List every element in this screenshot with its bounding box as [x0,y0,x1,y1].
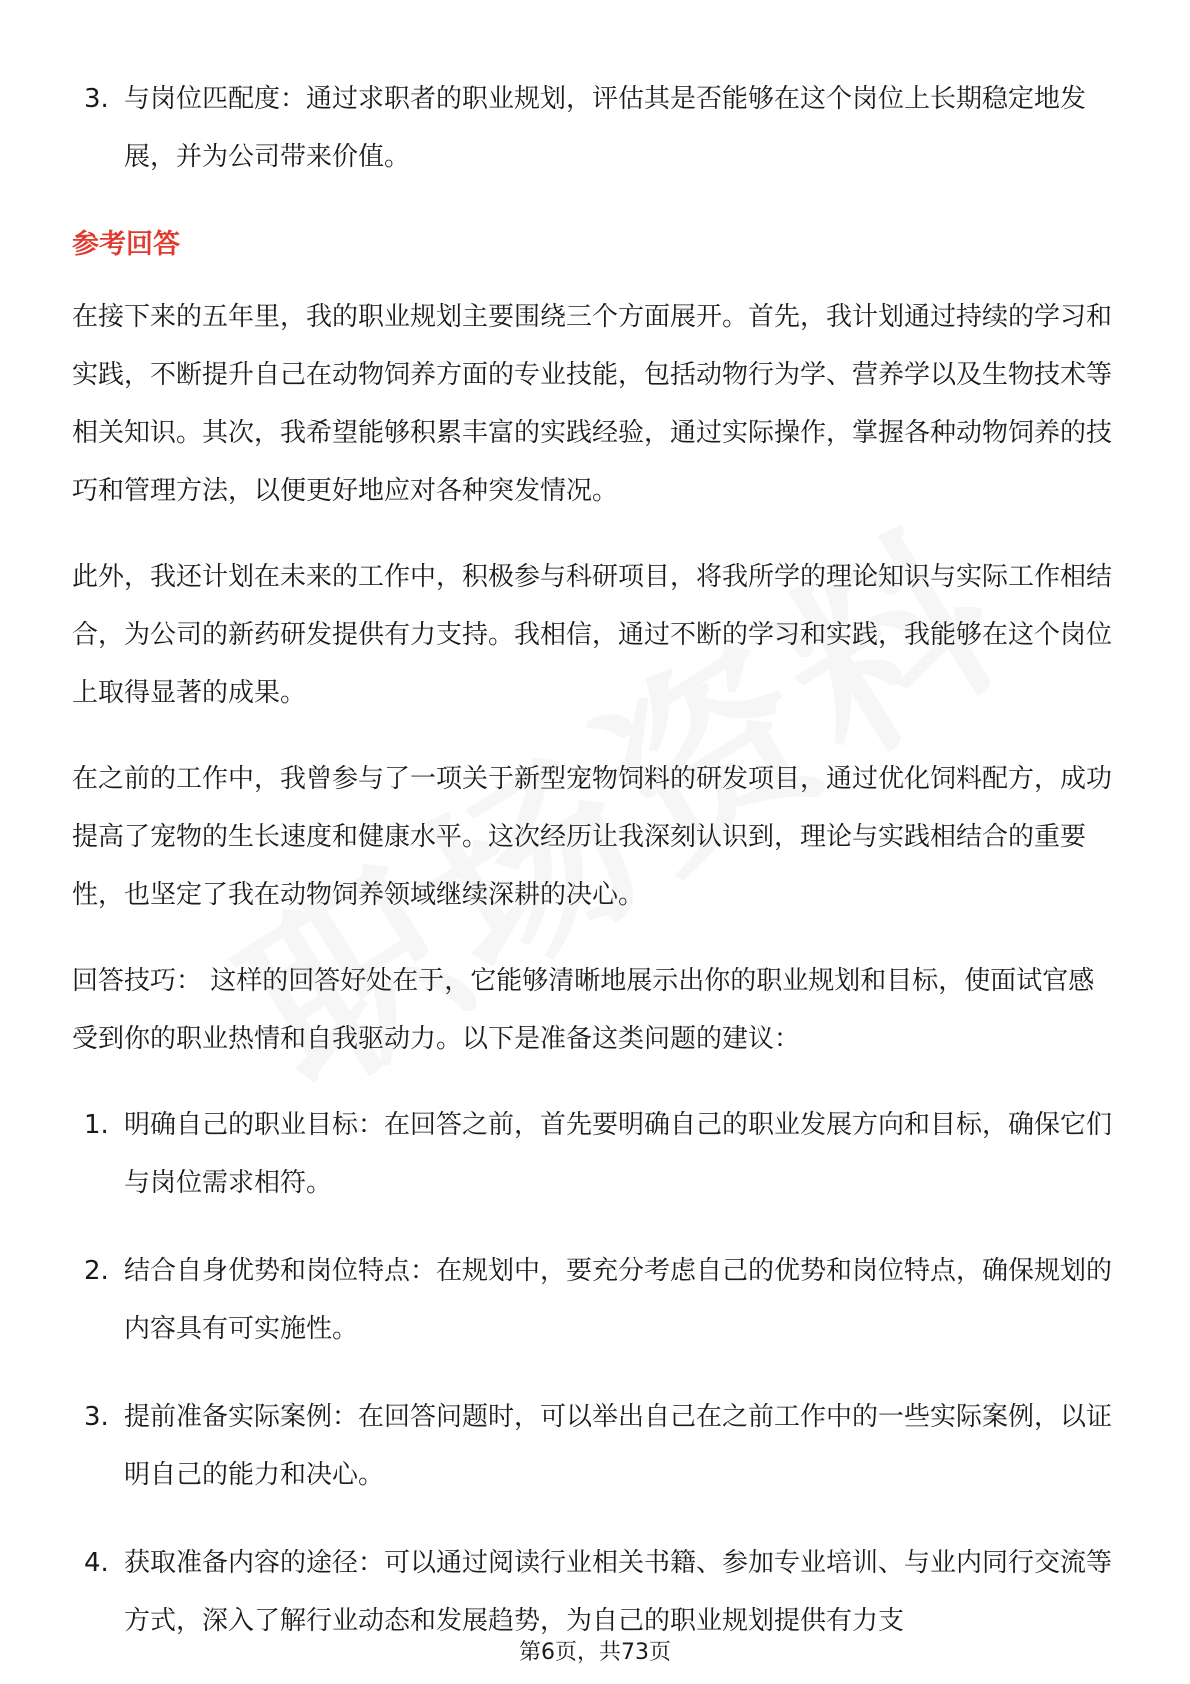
list-number: 1. [84,1110,109,1140]
list-text: 明确自己的职业目标：在回答之前，首先要明确自己的职业发展方向和目标，确保它们与岗位需求相符。 [124,1110,1113,1198]
section-heading: 参考回答 [72,229,180,260]
answer-paragraph: 在之前的工作中，我曾参与了一项关于新型宠物饲料的研发项目，通过优化饲料配方，成功提高了宠物的生长速度和健康水平。这次经历让我深刻认识到，理论与实践相结合的重要性，也坚定了我在动物饲养领域继续深耕的决心。 [72,764,1113,910]
list-number: 4. [84,1548,109,1578]
tip-list-item [72,1096,1118,1212]
page-content [72,70,1118,1650]
list-number: 3. [84,1402,109,1432]
answer-paragraph: 在接下来的五年里，我的职业规划主要围绕三个方面展开。首先，我计划通过持续的学习和实践，不断提升自己在动物饲养方面的专业技能，包括动物行为学、营养学以及生物技术等相关知识。其次，我希望能够积累丰富的实践经验，通过实际操作，掌握各种动物饲养的技巧和管理方法，以便更好地应对各种突发情况。 [72,302,1113,506]
page-footer: 第6页，共73页 [519,1640,671,1665]
list-number: 3. [84,84,109,114]
list-text: 结合自身优势和岗位特点：在规划中，要充分考虑自己的优势和岗位特点，确保规划的内容具有可实施性。 [124,1256,1113,1344]
criteria-list-item [72,70,1118,186]
list-text: 提前准备实际案例：在回答问题时，可以举出自己在之前工作中的一些实际案例，以证明自己的能力和决心。 [124,1402,1113,1490]
list-text: 与岗位匹配度：通过求职者的职业规划，评估其是否能够在这个岗位上长期稳定地发展，并为公司带来价值。 [124,84,1087,172]
tips-intro-paragraph: 回答技巧： 这样的回答好处在于，它能够清晰地展示出你的职业规划和目标，使面试官感受到你的职业热情和自我驱动力。以下是准备这类问题的建议： [72,966,1095,1054]
tip-list-item [72,1388,1118,1504]
tip-list-item [72,1242,1118,1358]
list-text: 获取准备内容的途径：可以通过阅读行业相关书籍、参加专业培训、与业内同行交流等方式，深入了解行业动态和发展趋势，为自己的职业规划提供有力支 [124,1548,1113,1636]
tip-list-item [72,1534,1118,1650]
list-number: 2. [84,1256,109,1286]
answer-paragraph: 此外，我还计划在未来的工作中，积极参与科研项目，将我所学的理论知识与实际工作相结合，为公司的新药研发提供有力支持。我相信，通过不断的学习和实践，我能够在这个岗位上取得显著的成果。 [72,562,1113,708]
